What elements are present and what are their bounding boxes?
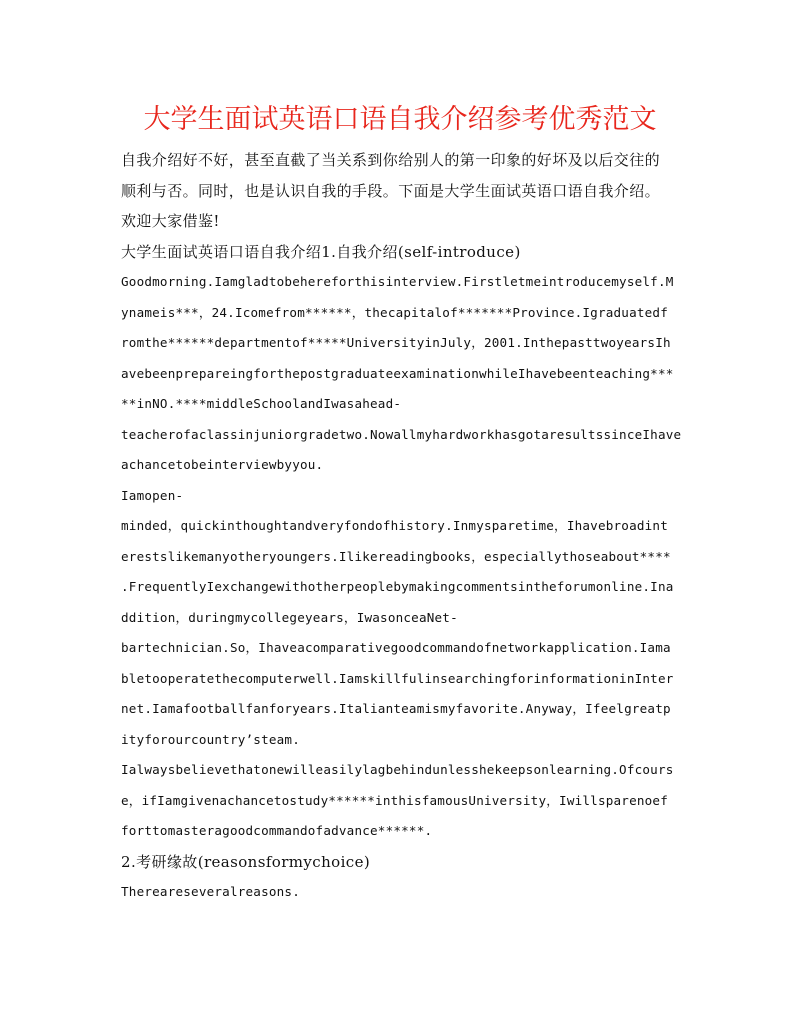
body-line: net.Iamafootballfanforyears.Italianteamismyfavorite.Anyway，Ifeelgreatp — [121, 701, 671, 716]
body-line: avebeenprepareingforthepostgraduateexaminationwhileIhavebeenteaching*** — [121, 365, 674, 381]
body-line: bletooperatethecomputerwell.IamskillfulinsearchingforinformationinInter — [121, 670, 674, 686]
body-line: ynameis***，24.Icomefrom******，thecapitalof*******Province.Igraduatedf — [121, 304, 668, 320]
body-line: .FrequentlyIexchangewithotherpeoplebymakingcommentsintheforumonline.Ina — [121, 579, 674, 594]
body-line: Iamopen- — [121, 487, 184, 503]
body-line: **inNO.****middleSchoolandIwasahead- — [121, 396, 402, 411]
body-line: achancetobeinterviewbyyou. — [121, 457, 324, 472]
body-line: ityforourcountry’steam. — [121, 731, 300, 747]
body-line: forttomasteragoodcommandofadvance******. — [121, 823, 433, 838]
body-line: romthe******departmentof*****UniversityinJuly，2001.InthepasttwoyearsIh — [121, 335, 671, 350]
body-line: minded，quickinthoughtandveryfondofhistory.Inmysparetime，Ihavebroadint — [121, 518, 668, 533]
body-line: 2.考研缘故(reasonsformychoice) — [121, 852, 371, 871]
body-line: ddition，duringmycollegeyears，IwasonceaNet- — [121, 609, 458, 625]
body-line: teacherofaclassinjuniorgradetwo.NowallmyhardworkhasgotaresultssinceIhave — [121, 426, 681, 442]
body-line: Ialwaysbelievethatonewilleasilylagbehindunlesshekeepsonlearning.Ofcours — [121, 762, 674, 777]
body-line: 顺利与否。同时，也是认识自我的手段。下面是大学生面试英语口语自我介绍。 — [121, 181, 661, 200]
document-title: 大学生面试英语口语自我介绍参考优秀范文 — [143, 104, 657, 135]
document-body — [121, 145, 681, 908]
body-line: 大学生面试英语口语自我介绍1.自我介绍(self-introduce) — [121, 242, 521, 261]
body-line: e，ifIamgivenachancetostudy******inthisfamousUniversity，Iwillsparenoef — [121, 792, 668, 808]
body-line: 欢迎大家借鉴! — [121, 212, 220, 230]
body-line: 自我介绍好不好，甚至直截了当关系到你给别人的第一印象的好坏及以后交往的 — [121, 151, 661, 169]
body-line: Goodmorning.Iamgladtobehereforthisinterview.Firstletmeintroducemyself.M — [121, 274, 674, 289]
body-line: bartechnician.So，Ihaveacomparativegoodcommandofnetworkapplication.Iama — [121, 640, 671, 655]
body-line: Thereareseveralreasons. — [121, 884, 300, 899]
body-line: erestslikemanyotheryoungers.Ilikereadingbooks，especiallythoseabout**** — [121, 548, 671, 564]
